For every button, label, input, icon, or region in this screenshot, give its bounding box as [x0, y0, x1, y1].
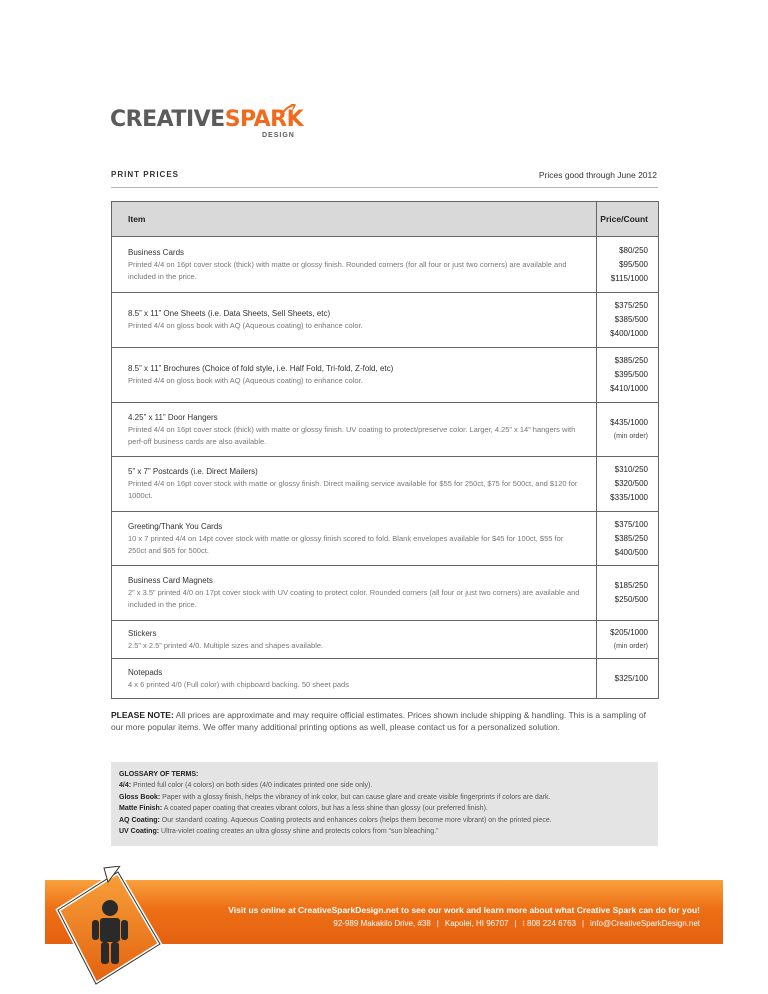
item-description: Printed 4/4 on gloss book with AQ (Aqueous coating) to enhance color. [128, 376, 363, 385]
price-line: $310/250 [614, 465, 648, 474]
item-description: 4 x 6 printed 4/0 (Full color) with chipboard backing. 50 sheet pads [128, 679, 349, 689]
item-cell [112, 237, 597, 293]
price-line: $320/500 [614, 479, 648, 488]
glossary-entry [119, 815, 650, 826]
spark-swoosh-icon [280, 104, 296, 118]
item-title: Greeting/Thank You Cards [128, 521, 223, 531]
caution-person-icon [48, 866, 168, 994]
price-line: $395/500 [614, 370, 648, 379]
item-cell [112, 512, 597, 566]
glossary-entry [119, 803, 650, 814]
price-line: $375/250 [614, 301, 648, 310]
item-description: 10 x 7 printed 4/4 on 14pt cover stock with matte or glossy finish scored to fold. Blank envelopes available for $45 for 100ct, $55 for 250ct and $65 for 500ct. [128, 533, 564, 555]
item-title: 4.25” x 11” Door Hangers [128, 412, 218, 422]
price-line: $250/500 [614, 595, 648, 604]
item-title: Notepads [128, 667, 163, 677]
item-cell [112, 566, 597, 621]
price-line: $325/100 [614, 673, 648, 683]
glossary-term: Gloss Book: [119, 793, 161, 801]
item-title: 5” x 7” Postcards (i.e. Direct Mailers) [128, 467, 258, 476]
price-cell [597, 457, 659, 512]
note-text: All prices are approximate and may require official estimates. Prices shown include shipping & handling. This is a sampling of our more popular items. We offer many additional printing options as well, please contact us for a personalized solution. [111, 710, 646, 732]
section-title: PRINT PRICES [111, 170, 180, 179]
glossary-title: GLOSSARY OF TERMS: [119, 771, 199, 778]
price-line: $435/1000 [610, 417, 648, 427]
item-title: 8.5” x 11” One Sheets (i.e. Data Sheets, Sell Sheets, etc) [128, 309, 331, 318]
price-line: $80/250 [619, 245, 648, 255]
column-header-price: Price/Count [597, 202, 659, 237]
item-description: 2.5” x 2.5” printed 4/0. Multiple sizes and shapes available. [128, 640, 324, 650]
note-label: PLEASE NOTE: [111, 710, 174, 720]
please-note [111, 709, 658, 733]
item-cell [112, 293, 597, 348]
price-cell [597, 348, 659, 403]
table-row [112, 566, 659, 621]
footer-city: Kapolei, HI 96707 [444, 919, 509, 928]
min-order-note: (min order) [613, 432, 648, 440]
table-row [112, 348, 659, 403]
price-line: $185/250 [614, 581, 648, 590]
table-row [112, 293, 659, 348]
table-row [112, 403, 659, 457]
price-line: $115/1000 [610, 273, 648, 283]
glossary-definition: Paper with a glossy finish, helps the vibrancy of ink color, but can cause glare and create visible fingerprints if colors are dark. [160, 793, 551, 801]
price-cell [597, 621, 659, 659]
item-cell [112, 457, 597, 512]
table-header-row [112, 202, 659, 237]
item-cell [112, 403, 597, 457]
price-cell [597, 237, 659, 293]
price-line: $385/500 [614, 315, 648, 324]
item-title: Business Cards [128, 247, 185, 257]
footer-address: 92-989 Makakilo Drive, #38 [333, 919, 431, 928]
validity-note: Prices good through June 2012 [538, 170, 657, 180]
price-line: $385/250 [614, 356, 648, 365]
logo-design-text: DESIGN [262, 132, 295, 139]
glossary-entry [119, 826, 650, 837]
footer-phone: 808 224 6763 [527, 919, 576, 928]
glossary-definition: Our standard coating. Aqueous Coating protects and enhances colors (helps them become more vibrant) on the printed piece. [159, 816, 552, 824]
footer-email[interactable]: info@CreativeSparkDesign.net [590, 919, 700, 928]
price-line: $400/1000 [610, 329, 648, 338]
price-cell [597, 566, 659, 621]
item-title: Stickers [128, 628, 157, 638]
glossary-definition: Printed full color (4 colors) on both sides (4/0 indicates printed one side only). [131, 782, 373, 790]
item-title: 8.5” x 11” Brochures (Choice of fold style, i.e. Half Fold, Tri-fold, Z-fold, etc) [128, 364, 394, 373]
header-divider [111, 187, 658, 188]
table-row [112, 237, 659, 293]
glossary-entry [119, 792, 650, 803]
logo [110, 107, 304, 139]
price-cell [597, 403, 659, 457]
item-title: Business Card Magnets [128, 576, 213, 585]
table-row [112, 621, 659, 659]
price-line: $410/1000 [610, 384, 648, 393]
item-description: 2” x 3.5” printed 4/0 on 17pt cover stock with UV coating to protect color. Rounded corners (all four or just two corners) are available and included in the price. [128, 588, 580, 609]
item-description: Printed 4/4 on gloss book with AQ (Aqueous coating) to enhance color. [128, 321, 363, 330]
price-line: $385/250 [614, 533, 648, 543]
price-cell [597, 659, 659, 699]
logo-wordmark: CREATIVESPARK [110, 107, 304, 132]
glossary-term: Matte Finish: [119, 805, 163, 813]
item-cell [112, 659, 597, 699]
glossary-definition: Ultra-violet coating creates an ultra glossy shine and protects colors from “sun bleaching.” [159, 828, 439, 836]
glossary-term: AQ Coating: [119, 816, 160, 824]
footer-contact: 92-989 Makakilo Drive, #38 | Kapolei, HI 96707 | t 808 224 6763 | info@CreativeSparkDesign.net [333, 919, 700, 928]
min-order-note: (min order) [613, 642, 648, 650]
column-header-item: Item [112, 202, 597, 237]
table-row [112, 457, 659, 512]
price-line: $400/500 [614, 547, 648, 557]
item-description: Printed 4/4 on 16pt cover stock with matte or glossy finish. Direct mailing service available for $55 for 250ct, $75 for 500ct, and $120 for 1000ct. [128, 479, 578, 500]
price-table [111, 201, 659, 699]
price-line: $205/1000 [610, 627, 648, 637]
price-line: $375/100 [614, 519, 648, 529]
footer-tagline: Visit us online at CreativeSparkDesign.net to see our work and learn more about what Creative Spark can do for you! [228, 905, 700, 915]
footer-phone-prefix: t [522, 919, 525, 928]
item-description: Printed 4/4 on 16pt cover stock (thick) with matte or glossy finish. UV coating to protect/preserve color. Larger, 4.25” x 14” hangers with perf-off business cards are also available. [128, 424, 576, 446]
price-cell [597, 512, 659, 566]
glossary-definition: A coated paper coating that creates vibrant colors, but has a less shine than glossy (our preferred finish). [162, 805, 488, 813]
glossary-term: 4/4: [119, 782, 132, 790]
price-cell [597, 293, 659, 348]
item-cell [112, 621, 597, 659]
price-line: $335/1000 [610, 493, 648, 502]
table-row [112, 659, 659, 699]
glossary-box [111, 762, 658, 846]
price-line: $95/500 [619, 259, 648, 269]
table-row [112, 512, 659, 566]
glossary-entry [119, 780, 650, 791]
item-cell [112, 348, 597, 403]
item-description: Printed 4/4 on 16pt cover stock (thick) with matte or glossy finish. Rounded corners (for all four or just two corners) are available and included in the price. [128, 259, 567, 281]
glossary-term: UV Coating: [119, 828, 160, 836]
